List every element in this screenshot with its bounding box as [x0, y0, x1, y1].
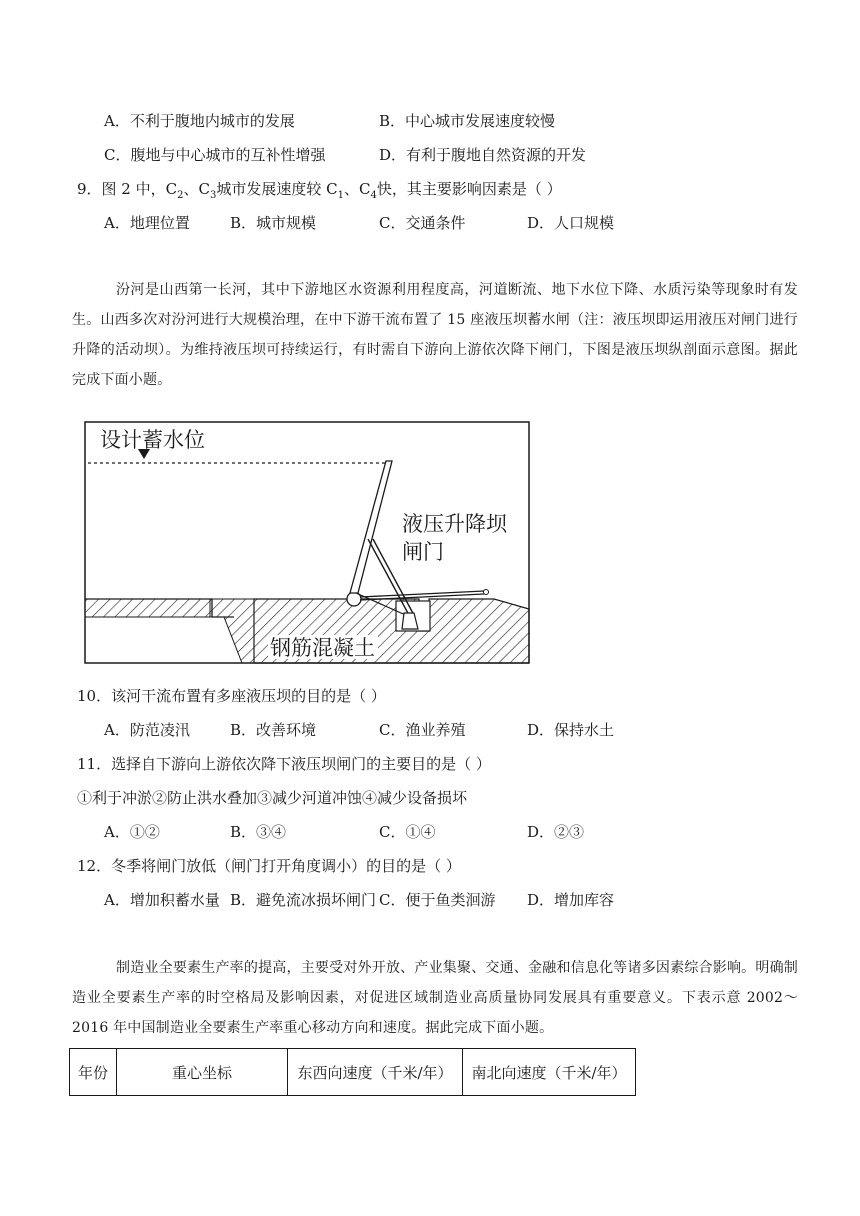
- q9-stem: 9．图 2 中，$C_2$、$C_3$城市发展速度较 $C_1$、$C_4$快，其主要影响因素是（ ）: [77, 180, 562, 201]
- q8-option-d: D．有利于腹地自然资源的开发: [379, 146, 587, 164]
- q9-option-b: B．城市规模: [230, 214, 317, 232]
- q11-stem: 11．选择自下游向上游依次降下液压坝闸门的主要目的是（ ）: [77, 755, 491, 773]
- header-center-coordinates: 重心坐标: [117, 1049, 288, 1096]
- q10-stem: 10．该河干流布置有多座液压坝的目的是（ ）: [77, 687, 386, 705]
- q8-option-a: A．不利于腹地内城市的发展: [104, 112, 295, 130]
- tfp-center-table: [69, 1048, 636, 1096]
- q12-option-d: D．增加库容: [527, 891, 615, 909]
- q11-option-c: C．①④: [379, 823, 436, 841]
- table-header-row: [70, 1049, 636, 1096]
- q11-option-b: B．③④: [230, 823, 287, 841]
- q12-option-a: A．增加积蓄水量: [104, 891, 220, 909]
- passage-manufacturing: 制造业全要素生产率的提高，主要受对外开放、产业集聚、交通、金融和信息化等诸多因素综合影响。明确制造业全要素生产率的时空格局及影响因素，对促进区域制造业高质量协同发展具有重要意义。下表示意 2002～2016 年中国制造业全要素生产率重心移动方向和速度。据此完成下面小题。: [72, 960, 798, 1036]
- q12-option-c: C．便于鱼类洄游: [379, 891, 496, 909]
- label-hydraulic-gate-line2: 闸门: [402, 540, 444, 564]
- header-north-south-speed: 南北向速度（千米/年）: [463, 1049, 636, 1096]
- header-east-west-speed: 东西向速度（千米/年）: [288, 1049, 463, 1096]
- hydraulic-dam-diagram: [84, 421, 530, 664]
- q9-option-a: A．地理位置: [104, 214, 190, 232]
- q11-items: ①利于冲淤②防止洪水叠加③减少河道冲蚀④减少设备损坏: [77, 789, 468, 807]
- q10-option-b: B．改善环境: [230, 721, 317, 739]
- q12-stem: 12．冬季将闸门放低（闸门打开角度调小）的目的是（ ）: [77, 857, 461, 875]
- label-reinforced-concrete: 钢筋混凝土: [270, 636, 375, 660]
- q8-option-b: B．中心城市发展速度较慢: [379, 112, 556, 130]
- q8-option-c: C．腹地与中心城市的互补性增强: [104, 146, 326, 164]
- q10-option-c: C．渔业养殖: [379, 721, 466, 739]
- q11-option-a: A．①②: [104, 823, 160, 841]
- q11-option-d: D．②③: [527, 823, 585, 841]
- label-hydraulic-gate-line1: 液压升降坝: [402, 512, 507, 536]
- q12-option-b: B．避免流冰损坏闸门: [230, 891, 377, 909]
- label-design-water-level: 设计蓄水位: [100, 428, 205, 452]
- q10-option-a: A．防范凌汛: [104, 721, 190, 739]
- header-year: 年份: [70, 1049, 117, 1096]
- passage-fen-river: 汾河是山西第一长河，其中下游地区水资源利用程度高，河道断流、地下水位下降、水质污染等现象时有发生。山西多次对汾河进行大规模治理，在中下游干流布置了 15 座液压坝蓄水闸（注：液压坝即运用液压对闸门进行升降的活动坝）。为维持液压坝可持续运行，有时需自下游向上游依次降下闸门，下图是液压坝纵剖面示意图。据此完成下面小题。: [72, 282, 798, 388]
- q9-option-c: C．交通条件: [379, 214, 466, 232]
- q10-option-d: D．保持水土: [527, 721, 615, 739]
- q9-option-d: D．人口规模: [527, 214, 615, 232]
